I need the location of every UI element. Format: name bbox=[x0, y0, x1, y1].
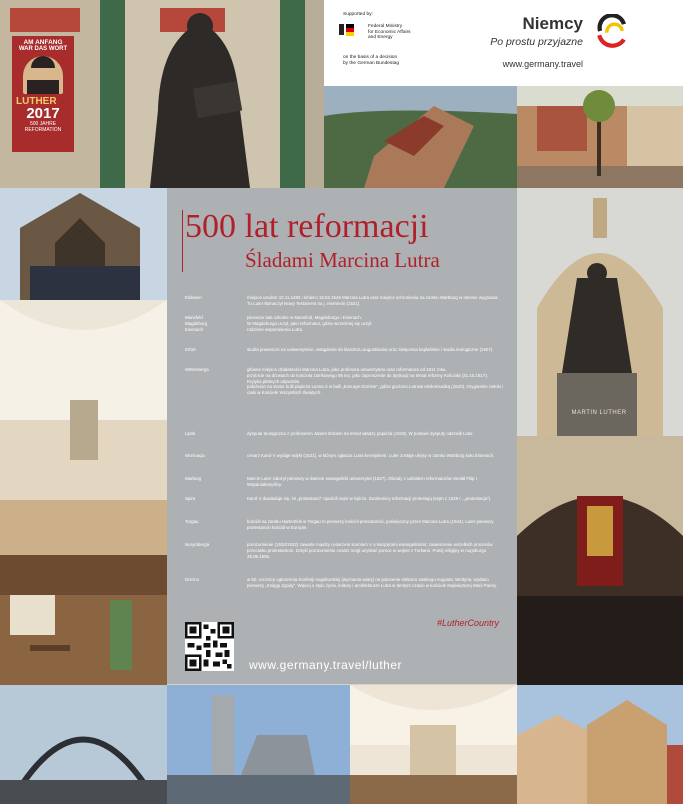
photo-white-church-interior bbox=[0, 300, 167, 555]
photo-church-nave bbox=[350, 685, 517, 804]
footer-url-link[interactable]: www.germany.travel/luther bbox=[249, 658, 402, 672]
luther-2017-banner bbox=[12, 36, 74, 152]
place-name: Lipsk bbox=[185, 431, 196, 436]
place-name: Torgau bbox=[185, 519, 199, 524]
germany-travel-brand bbox=[490, 0, 683, 86]
statue-plaque: MARTIN LUTHER bbox=[571, 410, 627, 416]
eagle-icon bbox=[339, 24, 344, 35]
place-desc: cesarz Karol V wydaje edykt (1521), w którym ogłasza Lutra heretykiem. Luter zostaje ukryty w zamku Wartburg koło Eisenach. bbox=[247, 453, 495, 458]
photo-leipzig-skyline bbox=[167, 685, 350, 804]
photo-old-town-tree bbox=[517, 86, 683, 188]
page-title: 500 lat reformacji bbox=[185, 208, 429, 245]
page-subtitle: Śladami Marcina Lutra bbox=[245, 248, 440, 272]
supported-by-label: Supported by: bbox=[343, 12, 373, 17]
place-name: Spira bbox=[185, 496, 196, 501]
banner-reformation: REFORMATION bbox=[24, 127, 62, 133]
photo-church-choir-concert bbox=[517, 436, 683, 685]
ministry-name: Federal Ministry for Economic Affairs and Energy bbox=[368, 24, 411, 41]
photo-half-timbered-houses bbox=[517, 685, 683, 804]
place-name: Eisleben bbox=[185, 295, 202, 300]
banner-year: 2017 bbox=[26, 105, 60, 122]
place-desc: w 50. rocznicę ogłoszenia Konfesji Augsburskiej (wyznania wiary) na polecenie elektora saskiego Augusta, Wettyna, wydano pierwszy „Księgę Zgody”. Więcej o stylu życia, kultury i architekturze Lutra w tamtym czasie w kościele Najświętszej Marii Panny. bbox=[247, 577, 498, 588]
banner-line2: WAR DAS WORT bbox=[18, 46, 68, 52]
hashtag-luther-country[interactable]: #LutherCountry bbox=[436, 618, 499, 628]
place-name: Drezno bbox=[185, 577, 200, 582]
germany-logo-icon bbox=[595, 14, 629, 48]
place-name: Wormacja bbox=[185, 453, 205, 458]
place-desc: miejsce urodzin 10.11.1483 i śmierci 18.02.1546 Marcina Lutra oraz miejsce schronienia na zamku Wartburg w okresie wygnania. Tu Luter tłumaczył Nowy Testament na j. niemiecki (1521). bbox=[247, 295, 499, 306]
photo-luther-room bbox=[0, 555, 167, 685]
place-desc: dysputa teologiczna z profesorem Janem Eckiem na temat władzy papieża (1519). W połowie dysputy odszedł Luter. bbox=[247, 431, 474, 436]
place-name: Norymberga bbox=[185, 542, 210, 547]
place-desc: kościół na zamku Hartenfels w Torgau to pierwszy kościół protestancki, poświęcony przez Marcina Lutra (1544). Luter pierwszy protestancki kościół w Europie. bbox=[247, 519, 494, 530]
photo-bridge-arches bbox=[0, 685, 167, 804]
place-name: Erfurt bbox=[185, 347, 196, 352]
photo-frauenkirche-statue bbox=[517, 188, 683, 436]
photo-wartburg-castle bbox=[324, 86, 517, 188]
place-name: Wittenberga bbox=[185, 367, 209, 372]
place-desc: pierwsze lata szkolne w Mansfeld, Magdeburgu i Eisenach. W Magdeburgu uczył, jako reformator, gdzie wcześniej się uczył. rodzinne wspomnienia Lutra. bbox=[247, 315, 373, 332]
place-desc: Karol V dowiaduje się, że „protestanci” opuścili sejm w Spirze. Zwolennicy reformacji protestują (sejm z 1529 r., „protestacja”). bbox=[247, 496, 492, 501]
brand-slogan: Po prostu przyjazne bbox=[490, 36, 583, 48]
place-name: Marburg bbox=[185, 476, 202, 481]
qr-code[interactable] bbox=[185, 622, 234, 671]
title-block bbox=[185, 208, 440, 272]
german-eagle-emblem bbox=[346, 24, 354, 36]
place-desc: Marcin Luter założył pierwszy w świecie ewangelicki uniwersytet (1527). Obrady z udziałem reformatorów zwołał Filip I Wspaniałomyślny. bbox=[247, 476, 477, 487]
place-desc: porozumienie (1530/1532) zawarte między cesarzem Karolem V a książętami ewangelickimi; zawieszenie wszelkich procesów przeciwko protestantom. Dzięki porozumieniu cesarz mógł uzyskać pomoc w wojnie z Turkami. Pokój religijny w Augsburgu 25.09.1555. bbox=[247, 542, 493, 559]
brand-name: Niemcy bbox=[522, 14, 583, 33]
title-rule bbox=[182, 210, 183, 272]
photo-gothic-church-choir bbox=[0, 188, 167, 300]
luther-portrait bbox=[23, 56, 63, 94]
place-desc: główne miejsce działalności Marcina Lutra, jako profesora uniwersytetu oraz reformatora od 1511 roku. przybicie na drzwiach do kościoła zamkowego 95 tez, jako zaproszenie do dyskusji na temat reformy Kościoła (31.10.1517). Krytyka płatnych odpustów. położenie na stosie bulli papieża Leona X w bulli „Exsurge Domine”, gdzie grożono Lutrowi ekskomuniką (1520). Oryginalne zwłoki i ciało w Kościele Wszystkich Świętych. bbox=[247, 367, 504, 396]
place-desc: studia prawnicze na uniwersytecie, wstąpienie do klasztoru augustianów oraz święcenia kapłańskie i studia teologiczne (1507). bbox=[247, 347, 494, 352]
bundestag-decision: on the basis of a decision by the German Bundestag bbox=[343, 55, 399, 66]
banner-years: 500 JAHRE bbox=[29, 121, 57, 127]
brand-url: www.germany.travel bbox=[502, 59, 583, 69]
reformation-info-panel bbox=[167, 188, 517, 684]
banner-line1: AM ANFANG bbox=[23, 39, 63, 46]
banner-brand: LUTHER bbox=[16, 96, 57, 107]
place-name: Mansfeld Magdeburg Eisenach bbox=[185, 315, 208, 332]
